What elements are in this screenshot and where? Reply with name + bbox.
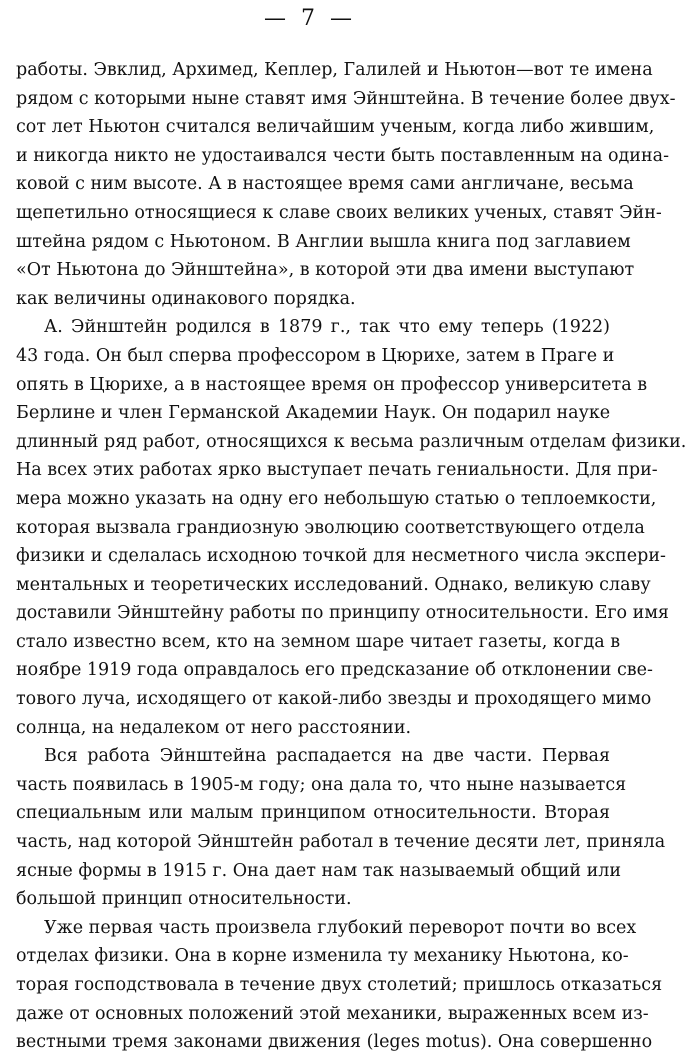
paragraph-4 (16, 914, 663, 1057)
text-line: часть, над которой Эйнштейн работал в течение десяти лет, приняла (16, 832, 666, 853)
body-text (16, 56, 686, 1057)
page-number: — 7 — (264, 6, 356, 31)
text-line: и никогда никто не удостаивался чести быть поставленным на одина- (16, 145, 669, 166)
text-line: часть появилась в 1905-м году; она дала то, что ныне называется (16, 774, 627, 795)
text-line: Уже первая часть произвела глубокий переворот почти во всех (44, 917, 637, 938)
paragraph-3 (16, 742, 666, 914)
text-line: штейна рядом с Ньютоном. В Англии вышла книга под заглавием (16, 231, 631, 252)
text-line: вестными тремя законами движения (leges motus). Она совершенно (16, 1032, 653, 1053)
text-line: рядом с которыми ныне ставят имя Эйнштейна. В течение более двух- (16, 88, 676, 109)
text-line: А. Эйнштейн родился в 1879 г., так что ему теперь (1922) (44, 317, 610, 338)
text-line: стало известно всем, кто на земном шаре читает газеты, когда в (16, 631, 621, 652)
text-line: Вся работа Эйнштейна распадается на две части. Первая (44, 746, 610, 767)
text-line: щепетильно относящиеся к славе своих великих ученых, ставят Эйн- (16, 202, 662, 223)
text-line: мера можно указать на одну его небольшую статью о теплоемкости, (16, 488, 657, 509)
text-line: ноябре 1919 года оправдалось его предсказание об отклонении све- (16, 660, 653, 681)
text-line: физики и сделалась исходною точкой для несметного числа экспери- (16, 546, 666, 567)
text-line: доставили Эйнштейну работы по принципу относительности. Его имя (16, 603, 669, 624)
text-line: которая вызвала грандиозную эволюцию соответствующего отдела (16, 517, 645, 538)
text-line: тового луча, исходящего от какой-либо звезды и проходящего мимо (16, 689, 652, 710)
paragraph-1 (16, 56, 676, 313)
text-line: большой принцип относительности. (16, 889, 352, 910)
text-line: 43 года. Он был сперва профессором в Цюрихе, затем в Праге и (16, 345, 615, 366)
text-line: работы. Эвклид, Архимед, Кеплер, Галилей и Ньютон—вот те имена (16, 60, 653, 80)
text-line: специальным или малым принципом относительности. Вторая (16, 803, 610, 824)
text-line: как величины одинакового порядка. (16, 288, 356, 309)
text-line: сот лет Ньютон считался величайшим ученым, когда либо жившим, (16, 117, 655, 138)
text-line: На всех этих работах ярко выступает печать гениальности. Для при- (16, 460, 658, 481)
text-line: опять в Цюрихе, а в настоящее время он профессор университета в (16, 374, 648, 395)
text-line: торая господствовала в течение двух столетий; пришлось отказаться (16, 975, 663, 995)
text-line: солнца, на недалеком от него расстоянии. (16, 717, 412, 738)
text-line: ковой с ним высоте. А в настоящее время сами англичане, весьма (16, 174, 634, 195)
text-line: Берлине и член Германской Академии Наук. Он подарил науке (16, 403, 611, 424)
text-line: ментальных и теоретических исследований. Однако, великую славу (16, 574, 651, 595)
text-line: длинный ряд работ, относящихся к весьма различным отделам физики. (16, 431, 686, 452)
text-line: отделах физики. Она в корне изменила ту механику Ньютона, ко- (16, 946, 629, 967)
text-line: «От Ньютона до Эйнштейна», в которой эти два имени выступают (16, 260, 635, 281)
text-line: даже от основных положений этой механики, выраженных всем из- (16, 1003, 649, 1024)
text-line: ясные формы в 1915 г. Она дает нам так называемый общий или (16, 860, 622, 881)
paragraph-2 (16, 313, 686, 742)
